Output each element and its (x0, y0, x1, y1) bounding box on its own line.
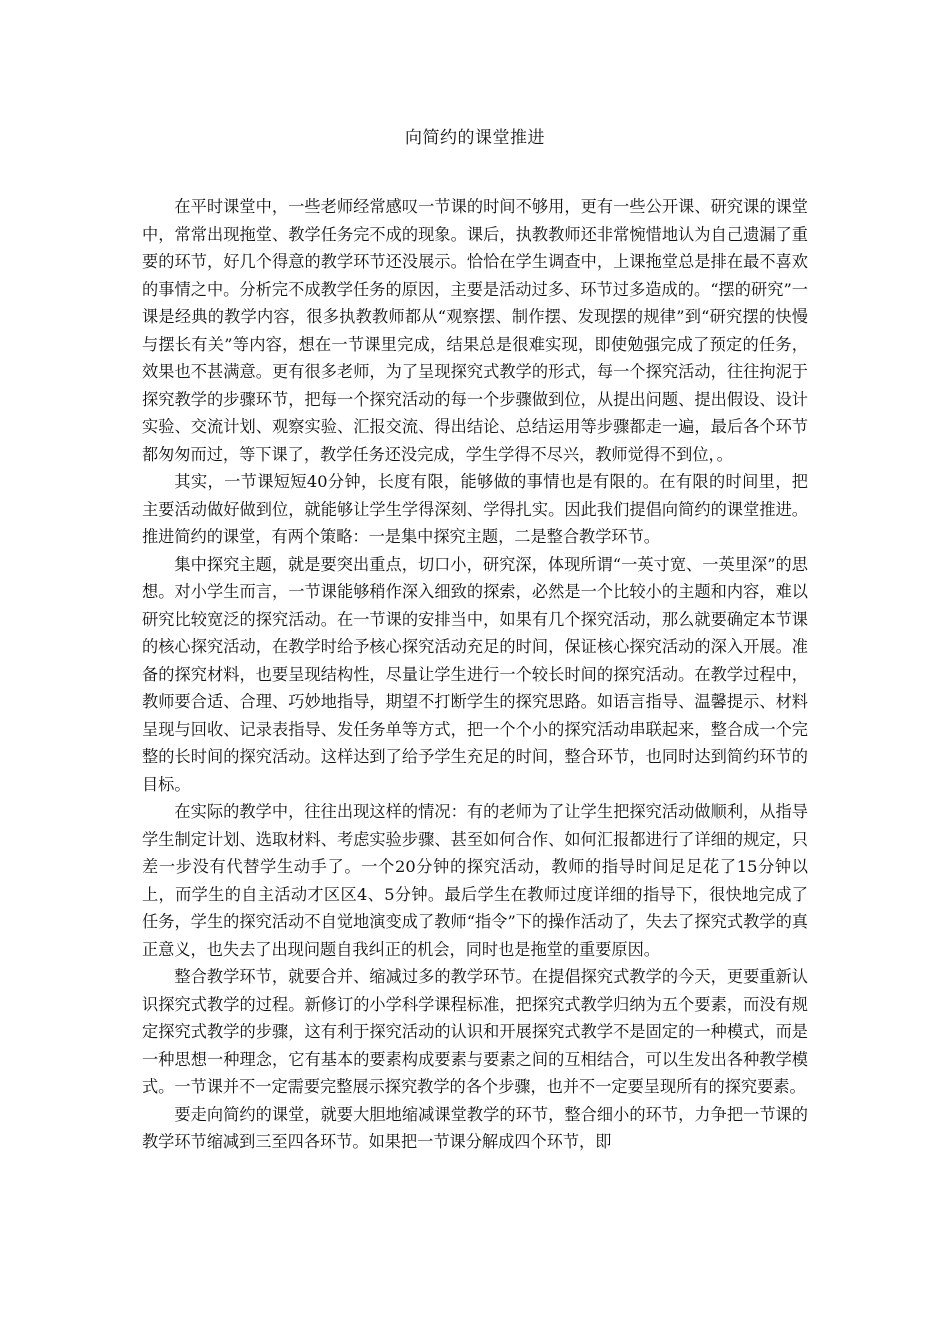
document-body (142, 193, 808, 1156)
document-title: 向简约的课堂推进 (405, 128, 545, 148)
paragraph: 在平时课堂中，一些老师经常感叹一节课的时间不够用，更有一些公开课、研究课的课堂中，常常出现拖堂、教学任务完不成的现象。课后，执教教师还非常惋惜地认为自己遗漏了重要的环节，好几个得意的教学环节还没展示。恰恰在学生调查中，上课拖堂总是排在最不喜欢的事情之中。分析完不成教学任务的原因，主要是活动过多、环节过多造成的。“摆的研究”一课是经典的教学内容，很多执教教师都从“观察摆、制作摆、发现摆的规律”到“研究摆的快慢与摆长有关”等内容，想在一节课里完成，结果总是很难实现，即使勉强完成了预定的任务，效果也不甚满意。更有很多老师，为了呈现探究式教学的形式，每一个探究活动，往往拘泥于探究教学的步骤环节，把每一个探究活动的每一个步骤做到位，从提出问题、提出假设、设计实验、交流计划、观察实验、汇报交流、得出结论、总结运用等步骤都走一遍，最后各个环节都匆匆而过，等下课了，教学任务还没完成，学生学得不尽兴，教师觉得不到位，。 (142, 197, 808, 464)
paragraph: 集中探究主题，就是要突出重点，切口小，研究深，体现所谓“一英寸宽、一英里深”的思想。对小学生而言，一节课能够稍作深入细致的探索，必然是一个比较小的主题和内容，难以研究比较宽泛的探究活动。在一节课的安排当中，如果有几个探究活动，那么就要确定本节课的核心探究活动，在教学时给予核心探究活动充足的时间，保证核心探究活动的深入开展。准备的探究材料，也要呈现结构性，尽量让学生进行一个较长时间的探究活动。在教学过程中，教师要合适、合理、巧妙地指导，期望不打断学生的探究思路。如语言指导、温馨提示、材料呈现与回收、记录表指导、发任务单等方式，把一个个小的探究活动串联起来，整合成一个完整的长时间的探究活动。这样达到了给予学生充足的时间，整合环节，也同时达到简约环节的目标。 (142, 554, 808, 794)
paragraph: 整合教学环节，就要合并、缩减过多的教学环节。在提倡探究式教学的今天，更要重新认识探究式教学的过程。新修订的小学科学课程标准，把探究式教学归纳为五个要素，而没有规定探究式教学的步骤，这有利于探究活动的认识和开展探究式教学不是固定的一种模式，而是一种思想一种理念，它有基本的要素构成要素与要素之间的互相结合，可以生发出各种教学模式。一节课并不一定需要完整展示探究教学的各个步骤，也并不一定要呈现所有的探究要素。 (142, 967, 808, 1096)
paragraph: 在实际的教学中，往往出现这样的情况：有的老师为了让学生把探究活动做顺利，从指导学生制定计划、选取材料、考虑实验步骤、甚至如何合作、如何汇报都进行了详细的规定，只差一步没有代替学生动手了。一个20分钟的探究活动，教师的指导时间足足花了15分钟以上，而学生的自主活动才区区4、5分钟。最后学生在教师过度详细的指导下，很快地完成了任务，学生的探究活动不自觉地演变成了教师“指令”下的操作活动了，失去了探究式教学的真正意义，也失去了出现问题自我纠正的机会，同时也是拖堂的重要原因。 (142, 802, 808, 959)
paragraph: 其实，一节课短短40分钟，长度有限，能够做的事情也是有限的。在有限的时间里，把主要活动做好做到位，就能够让学生学得深刻、学得扎实。因此我们提倡向简约的课堂推进。推进简约的课堂，有两个策略：一是集中探究主题，二是整合教学环节。 (142, 472, 808, 546)
paragraph: 要走向简约的课堂，就要大胆地缩减课堂教学的环节，整合细小的环节，力争把一节课的教学环节缩减到三至四各环节。如果把一节课分解成四个环节，即 (142, 1104, 808, 1151)
